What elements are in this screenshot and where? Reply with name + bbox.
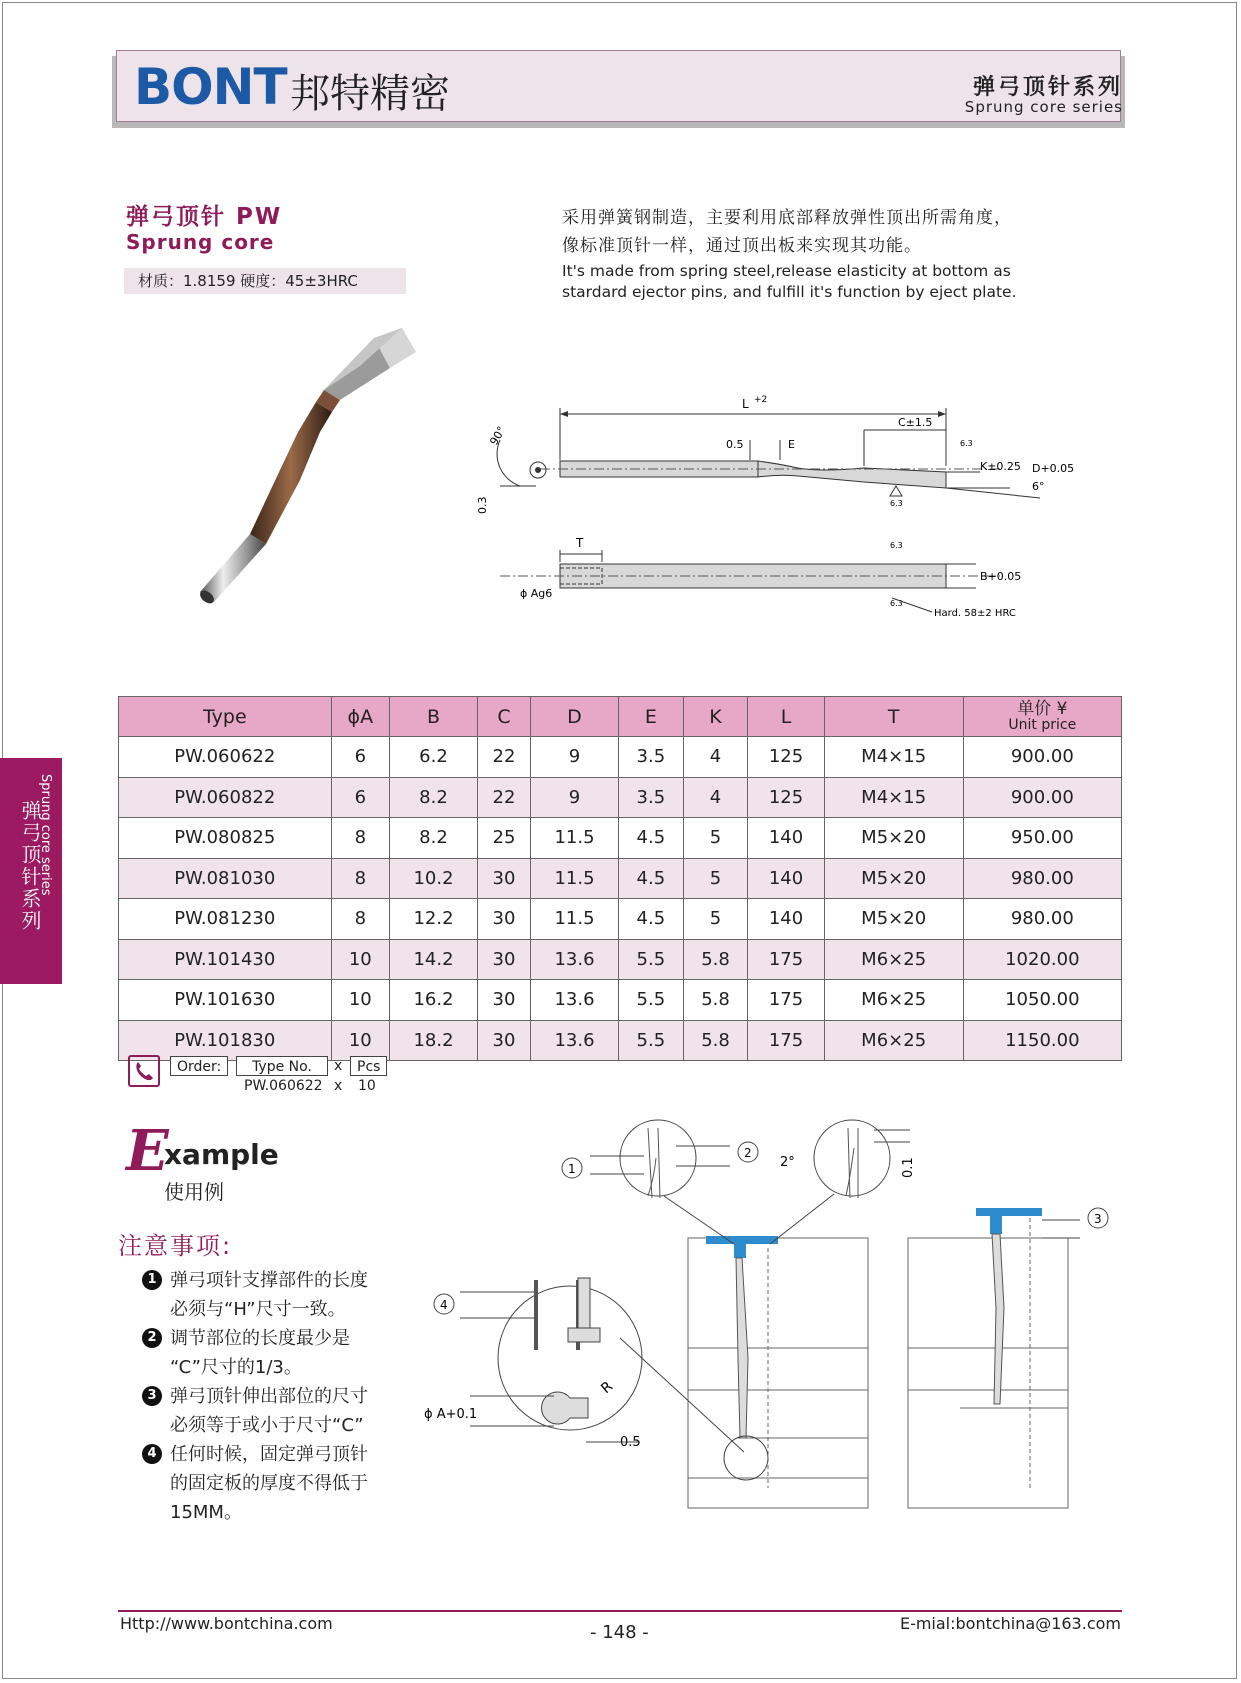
table-cell: 5 <box>683 818 748 859</box>
col-K: K <box>683 697 748 737</box>
col-phiA: ϕA <box>331 697 389 737</box>
table-cell: PW.060622 <box>119 737 332 778</box>
table-row <box>119 1020 1122 1061</box>
note-item <box>142 1324 402 1382</box>
dim-0.3: 0.3 <box>476 496 489 514</box>
table-cell: 140 <box>748 818 824 859</box>
dim-angle-6: 6° <box>1032 480 1045 493</box>
note-line: 15MM。 <box>170 1502 242 1523</box>
series-title-en: Sprung core series <box>964 98 1123 116</box>
col-L: L <box>748 697 824 737</box>
dim-angle-90: 90° <box>487 424 509 448</box>
table-cell: 3.5 <box>619 737 684 778</box>
dim-0.1-label: 0.1 <box>901 1157 916 1178</box>
order-example-x: x <box>334 1078 343 1094</box>
callout-3: 3 <box>1094 1212 1102 1226</box>
table-cell: 4.5 <box>619 899 684 940</box>
table-cell: 125 <box>748 777 824 818</box>
table-cell: 140 <box>748 899 824 940</box>
example-title-E: E <box>126 1118 169 1184</box>
col-D: D <box>530 697 618 737</box>
note-line: 必须等于或小于尺寸“C” <box>170 1415 364 1436</box>
table-cell: 140 <box>748 858 824 899</box>
table-header-row <box>119 697 1122 737</box>
note-line: 的固定板的厚度不得低于 <box>170 1473 368 1494</box>
order-pcs: Pcs <box>350 1056 387 1076</box>
table-cell: 9 <box>530 737 618 778</box>
brand-logo: BONT <box>134 58 287 116</box>
table-cell: 900.00 <box>963 777 1121 818</box>
side-tab <box>0 758 62 984</box>
table-row <box>119 858 1122 899</box>
table-cell: 5.5 <box>619 939 684 980</box>
table-row <box>119 777 1122 818</box>
table-row <box>119 899 1122 940</box>
table-cell: 30 <box>478 1020 531 1061</box>
roughness-1: 6.3 <box>960 439 973 448</box>
table-row <box>119 818 1122 859</box>
description-cn <box>562 204 1012 260</box>
table-cell: PW.081030 <box>119 858 332 899</box>
side-tab-en: Sprung core series <box>38 774 53 896</box>
table-cell: 16.2 <box>389 980 477 1021</box>
callout-2: 2 <box>744 1146 752 1160</box>
table-cell: 9 <box>530 777 618 818</box>
table-cell: 5.5 <box>619 1020 684 1061</box>
table-cell: 30 <box>478 899 531 940</box>
dim-K: K±0.25 <box>980 460 1021 473</box>
radius-label: R <box>598 1378 617 1398</box>
dim-E: E <box>788 438 795 451</box>
table-cell: 8.2 <box>389 777 477 818</box>
table-cell: 12.2 <box>389 899 477 940</box>
notes-title: 注意事项: <box>118 1232 233 1260</box>
table-cell: PW.081230 <box>119 899 332 940</box>
table-cell: PW.080825 <box>119 818 332 859</box>
col-price <box>963 697 1121 737</box>
order-type-no: Type No. <box>236 1056 328 1076</box>
table-cell: 5.5 <box>619 980 684 1021</box>
technical-drawing <box>476 390 1100 630</box>
product-title-cn: 弹弓顶针 PW <box>126 204 283 230</box>
note-item <box>142 1440 402 1527</box>
table-cell: 900.00 <box>963 737 1121 778</box>
table-cell: 4 <box>683 737 748 778</box>
table-cell: 8 <box>331 818 389 859</box>
roughness-2: 6.3 <box>890 499 903 508</box>
table-cell: 18.2 <box>389 1020 477 1061</box>
dim-T: T <box>576 536 584 550</box>
dim-phi-A: ϕ Ag6 <box>520 587 553 600</box>
table-cell: 22 <box>478 737 531 778</box>
table-cell: 5.8 <box>683 980 748 1021</box>
table-cell: 14.2 <box>389 939 477 980</box>
table-cell: 25 <box>478 818 531 859</box>
col-C: C <box>478 697 531 737</box>
order-example-qty: 10 <box>358 1078 376 1094</box>
table-cell: 5 <box>683 858 748 899</box>
note-line: 弹弓项针支撑部件的长度 <box>170 1270 368 1291</box>
table-cell: 950.00 <box>963 818 1121 859</box>
table-cell: 6.2 <box>389 737 477 778</box>
note-line: 必须与“H”尺寸一致。 <box>170 1299 346 1320</box>
table-cell: M6×25 <box>824 1020 963 1061</box>
table-cell: 30 <box>478 939 531 980</box>
side-tab-cn: 弹弓顶针系列 <box>18 800 42 932</box>
dim-0.5: 0.5 <box>726 438 744 451</box>
spec-table <box>118 696 1122 1061</box>
table-cell: 5 <box>683 899 748 940</box>
col-price-en: Unit price <box>1008 717 1077 733</box>
table-cell: M4×15 <box>824 777 963 818</box>
footer-divider <box>118 1610 1122 1612</box>
table-cell: 175 <box>748 939 824 980</box>
note-number: 2 <box>142 1328 162 1348</box>
table-cell: 1050.00 <box>963 980 1121 1021</box>
note-item <box>142 1382 402 1440</box>
table-cell: M5×20 <box>824 858 963 899</box>
description-en-line1: It's made from spring steel,release elasticity at bottom as <box>562 262 1011 280</box>
note-line: 任何时候，固定弹弓顶针 <box>170 1444 368 1465</box>
table-cell: M5×20 <box>824 818 963 859</box>
table-row <box>119 737 1122 778</box>
table-cell: M6×25 <box>824 980 963 1021</box>
description-cn-line2: 像标准顶针一样，通过顶出板来实现其功能。 <box>562 236 922 256</box>
table-cell: M5×20 <box>824 899 963 940</box>
dim-L: L <box>742 397 749 411</box>
note-line: 调节部位的长度最少是 <box>170 1328 350 1349</box>
product-photo <box>190 320 460 610</box>
brand-name-cn: 邦特精密 <box>290 71 450 117</box>
table-cell: 10 <box>331 1020 389 1061</box>
notes-list <box>142 1266 402 1527</box>
table-cell: 30 <box>478 980 531 1021</box>
col-T: T <box>824 697 963 737</box>
dim-0.5-label: 0.5 <box>620 1435 641 1450</box>
order-example-type: PW.060622 <box>244 1078 323 1094</box>
table-cell: 8.2 <box>389 818 477 859</box>
table-cell: PW.101630 <box>119 980 332 1021</box>
phiA-label: ϕ A+0.1 <box>424 1407 478 1422</box>
table-cell: M4×15 <box>824 737 963 778</box>
callout-4: 4 <box>440 1298 448 1312</box>
note-line: 弹弓顶针伸出部位的尺寸 <box>170 1386 368 1407</box>
angle-2-label: 2° <box>780 1155 795 1170</box>
table-cell: 1020.00 <box>963 939 1121 980</box>
table-cell: 125 <box>748 737 824 778</box>
table-cell: M6×25 <box>824 939 963 980</box>
table-cell: 11.5 <box>530 899 618 940</box>
callout-1: 1 <box>568 1162 576 1176</box>
table-cell: 10.2 <box>389 858 477 899</box>
table-cell: 3.5 <box>619 777 684 818</box>
table-cell: 30 <box>478 858 531 899</box>
table-cell: 13.6 <box>530 1020 618 1061</box>
table-cell: 8 <box>331 858 389 899</box>
table-cell: PW.060822 <box>119 777 332 818</box>
dim-D: D+0.05 <box>1032 462 1075 475</box>
note-number: 1 <box>142 1270 162 1290</box>
table-cell: 6 <box>331 737 389 778</box>
table-cell: 980.00 <box>963 899 1121 940</box>
description-cn-line1: 采用弹簧钢制造，主要利用底部释放弹性顶出所需角度， <box>562 208 1012 228</box>
order-label: Order: <box>170 1056 228 1076</box>
table-row <box>119 980 1122 1021</box>
table-cell: 10 <box>331 939 389 980</box>
table-cell: 11.5 <box>530 818 618 859</box>
roughness-4: 6.3 <box>890 599 903 608</box>
table-cell: 5.8 <box>683 939 748 980</box>
table-cell: 13.6 <box>530 939 618 980</box>
dim-B: B+0.05 <box>980 570 1022 583</box>
material-spec: 材质：1.8159 硬度：45±3HRC <box>124 268 406 294</box>
table-cell: 175 <box>748 980 824 1021</box>
note-line: “C”尺寸的1/3。 <box>170 1357 302 1378</box>
table-cell: 4.5 <box>619 858 684 899</box>
table-cell: 980.00 <box>963 858 1121 899</box>
table-cell: 4.5 <box>619 818 684 859</box>
series-title-cn: 弹弓顶针系列 <box>972 75 1123 100</box>
col-E: E <box>619 697 684 737</box>
example-title-cn: 使用例 <box>164 1180 224 1204</box>
note-number: 3 <box>142 1386 162 1406</box>
table-cell: 1150.00 <box>963 1020 1121 1061</box>
note-number: 4 <box>142 1444 162 1464</box>
dim-L-tol: +2 <box>754 395 768 405</box>
product-title-en: Sprung core <box>126 230 275 254</box>
table-cell: 6 <box>331 777 389 818</box>
table-cell: PW.101830 <box>119 1020 332 1061</box>
col-price-cn: 单价 ¥ <box>1017 699 1068 719</box>
table-cell: 13.6 <box>530 980 618 1021</box>
phone-icon <box>128 1055 160 1087</box>
table-cell: PW.101430 <box>119 939 332 980</box>
roughness-3: 6.3 <box>890 541 903 550</box>
table-cell: 4 <box>683 777 748 818</box>
example-title-rest: xample <box>164 1138 279 1171</box>
dim-C: C±1.5 <box>898 416 933 429</box>
footer-email[interactable]: E-mial:bontchina@163.com <box>899 1614 1121 1633</box>
col-B: B <box>389 697 477 737</box>
footer-url[interactable]: Http://www.bontchina.com <box>120 1614 333 1633</box>
table-cell: 5.8 <box>683 1020 748 1061</box>
order-x: x <box>334 1058 343 1074</box>
note-item <box>142 1266 402 1324</box>
table-cell: 10 <box>331 980 389 1021</box>
hardness-note: Hard. 58±2 HRC <box>934 608 1016 619</box>
col-type: Type <box>119 697 332 737</box>
table-body <box>119 737 1122 1061</box>
table-cell: 175 <box>748 1020 824 1061</box>
example-drawing <box>424 1108 1120 1518</box>
table-cell: 11.5 <box>530 858 618 899</box>
description-en-line2: stardard ejector pins, and fulfill it's function by eject plate. <box>562 283 1017 301</box>
description-en <box>562 261 1017 303</box>
table-cell: 8 <box>331 899 389 940</box>
page-number: - 148 - <box>590 1622 649 1643</box>
table-cell: 22 <box>478 777 531 818</box>
table-row <box>119 939 1122 980</box>
